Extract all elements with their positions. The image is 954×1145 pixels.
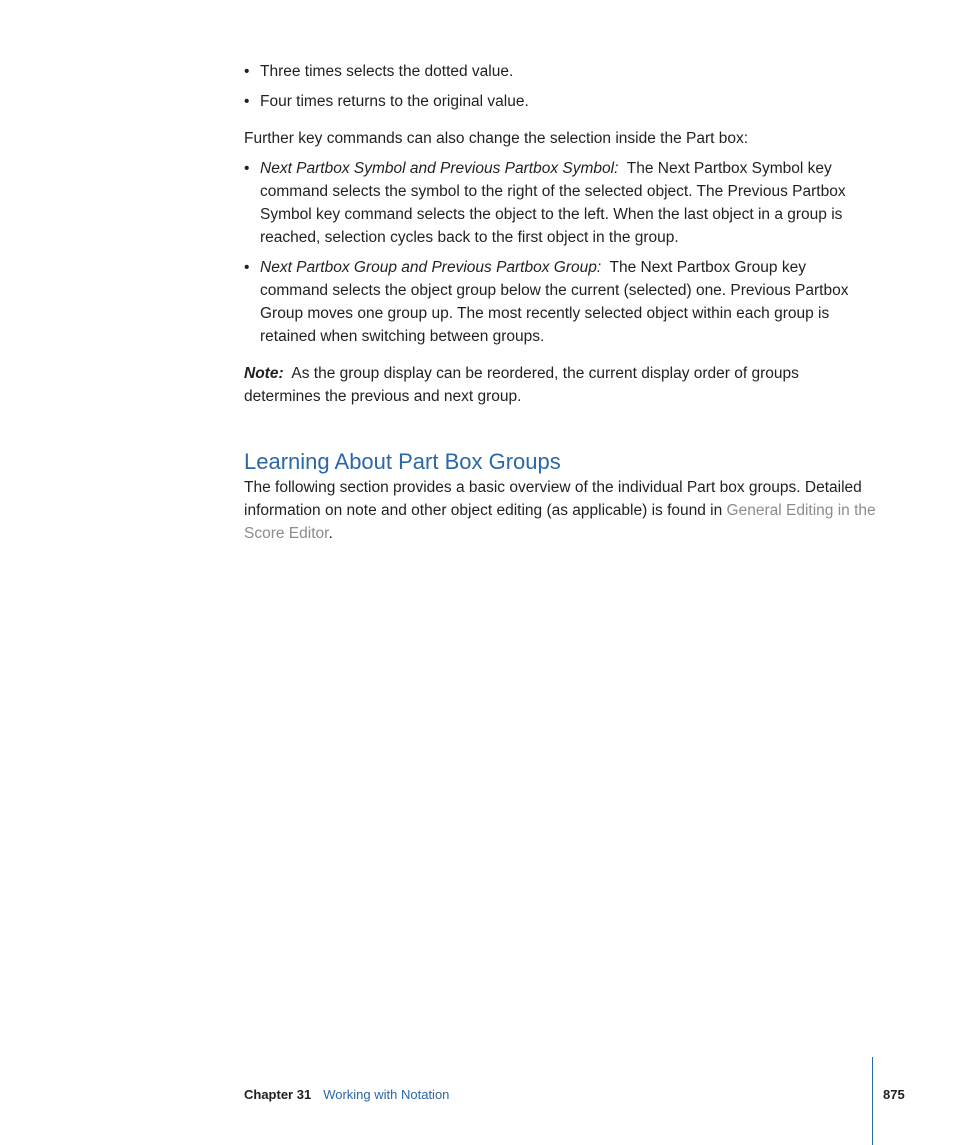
list-item [244,60,876,83]
list-item-text: Four times returns to the original value. [260,93,529,110]
term-label: Next Partbox Symbol and Previous Partbox Symbol: [260,160,619,177]
bullet-dot: • [244,93,250,110]
bullet-dot: • [244,259,250,276]
note-text: As the group display can be reordered, the current display order of groups determines the previous and next group. [244,365,799,405]
bullet-dot: • [244,63,250,80]
page-content [244,60,876,545]
chapter-label: Chapter 31 [244,1087,312,1102]
page-number: 875 [883,1087,905,1102]
list-item [244,90,876,113]
term-description: The Next Partbox Symbol key command selects the symbol to the right of the selected object. The Previous Partbox Symbol key command selects the object to the left. When the last object in a group is reached, selection cycles back to the first object in the group. [260,160,846,246]
section-text-end: . [328,525,333,542]
chapter-title-link[interactable]: Working with Notation [323,1087,450,1102]
section-paragraph [244,476,876,545]
page-footer [244,1086,449,1104]
footer-divider [872,1057,873,1145]
term-label: Next Partbox Group and Previous Partbox Group: [260,259,602,276]
term-description: The Next Partbox Group key command selects the object group below the current (selected) one. Previous Partbox Group moves one group up. The most recently selected object within each group is retained when switching between groups. [260,259,849,345]
intro-paragraph: Further key commands can also change the selection inside the Part box: [244,130,749,147]
bullet-list-top [244,60,876,113]
bullet-list-main [244,157,876,348]
bullet-dot: • [244,160,250,177]
list-item [244,157,876,249]
note-label: Note: [244,365,284,382]
note-paragraph [244,362,876,408]
list-item [244,256,876,348]
section-heading: Learning About Part Box Groups [244,449,561,474]
cross-reference-link[interactable]: General Editing in the Score Editor [244,502,876,542]
list-item-text: Three times selects the dotted value. [260,63,514,80]
section-text: The following section provides a basic overview of the individual Part box groups. Detailed information on note and other object editing (as applicable) is found in [244,479,862,519]
